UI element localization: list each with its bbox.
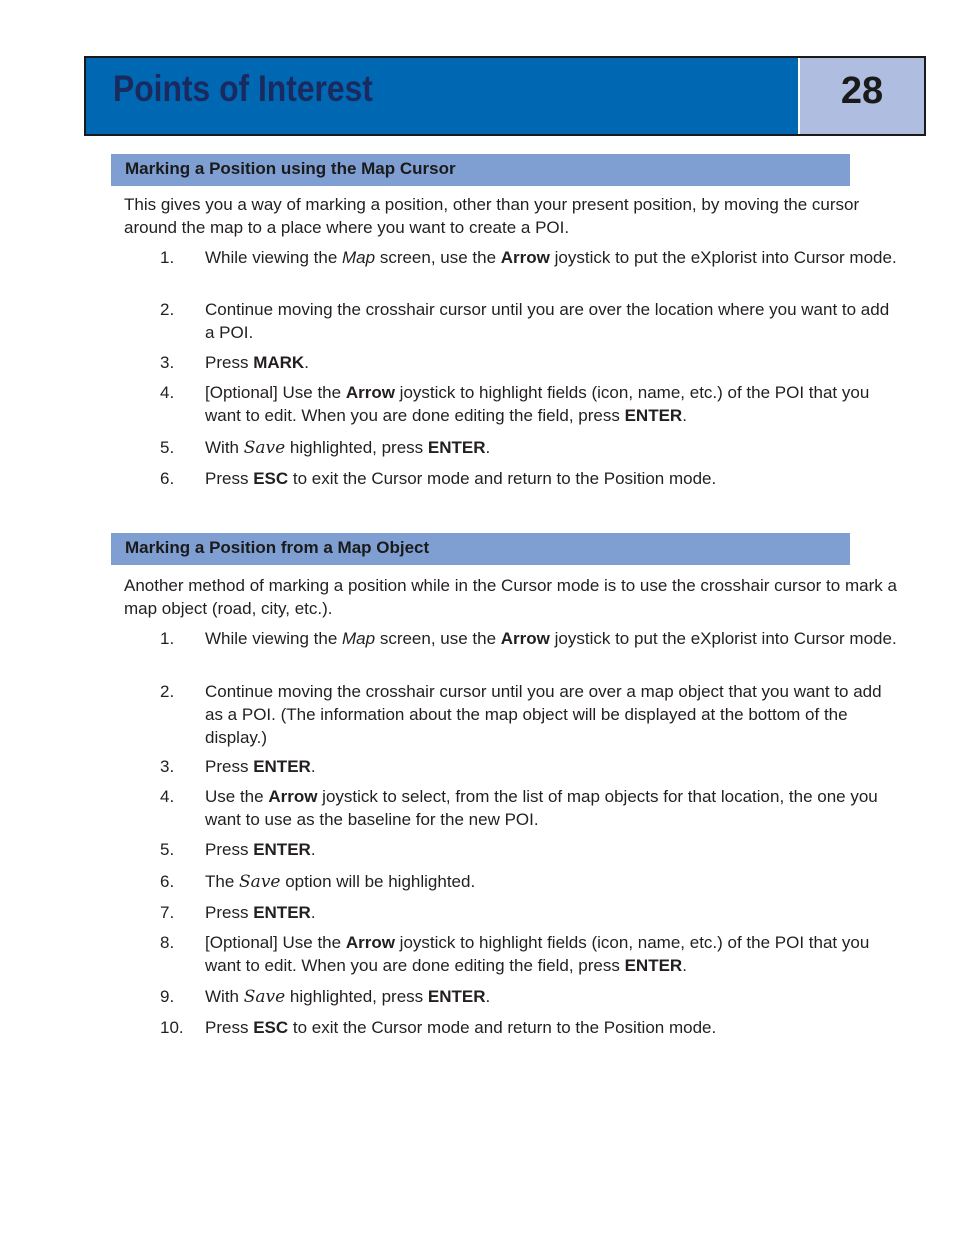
step-item [124,298,899,344]
step-text [205,1016,899,1039]
step-number: 6. [160,469,175,488]
text-run: With [205,438,244,457]
step-item [124,838,899,861]
step-number: 5. [160,438,175,457]
step-text [205,246,899,269]
option-name: Save [239,872,281,892]
bold-term: ESC [253,469,289,488]
step-text [205,901,899,924]
bold-term: ENTER [253,903,311,922]
step-text [205,467,899,490]
text-run: joystick to put the eXplorist into Cursor mode. [549,248,897,267]
bold-term: Arrow [345,383,395,402]
step-number: 3. [160,757,175,776]
bold-term: ENTER [624,406,683,425]
text-run: joystick to select, from the list of map objects for that location, the one you want to use as the baseline for the new POI. [205,787,878,829]
step-item [124,680,899,749]
step-item [124,785,899,831]
bold-term: ENTER [427,987,486,1006]
step-text [205,838,899,861]
step-number: 9. [160,987,175,1006]
step-item [124,931,899,977]
step-text [205,436,899,460]
step-item [124,1016,899,1039]
step-text [205,755,899,778]
text-run: Press [205,353,254,372]
step-number: 5. [160,840,175,859]
section-intro-map-object: Another method of marking a position while in the Cursor mode is to use the crosshair cursor to mark a map object (road, city, etc.). [124,576,897,618]
step-number: 2. [160,682,175,701]
step-item [124,246,899,269]
step-text [205,351,899,374]
text-run: The [205,872,240,891]
step-text [205,785,899,831]
text-run: to exit the Cursor mode and return to the Position mode. [288,1018,717,1037]
text-run: . [310,903,316,922]
text-run: option will be highlighted. [280,872,476,891]
step-item [124,351,899,374]
text-run: . [310,757,316,776]
step-item [124,985,899,1009]
text-run: . [682,406,687,425]
section-heading-map-object [111,533,850,565]
step-text [205,627,899,650]
text-run: Use the [205,787,269,806]
bold-term: ENTER [253,757,311,776]
text-run: screen, use the [375,248,501,267]
step-item [124,381,899,427]
bold-term: ESC [253,1018,289,1037]
text-run: to exit the Cursor mode and return to the Position mode. [288,469,717,488]
text-run: Press [205,757,254,776]
bold-term: MARK [253,353,305,372]
step-text [205,381,899,427]
step-text [205,680,899,749]
step-number: 7. [160,903,175,922]
page-number-box [798,58,924,134]
bold-term: ENTER [427,438,486,457]
italic-term: Map [342,248,376,267]
text-run: joystick to highlight fields (icon, name, etc.) of the POI that you want to edit. When you are done editing the field, press [205,383,870,425]
text-run: . [310,840,316,859]
page-title: Points of Interest [113,68,373,109]
step-number: 1. [160,248,175,267]
bold-term: ENTER [253,840,311,859]
step-item [124,901,899,924]
text-run: . [485,438,491,457]
step-number: 1. [160,629,175,648]
text-run: Press [205,1018,254,1037]
italic-term: Map [342,629,376,648]
section-title: Marking a Position using the Map Cursor [125,159,456,178]
step-number: 3. [160,353,175,372]
bold-term: Arrow [268,787,318,806]
text-run: Press [205,840,254,859]
text-run: Press [205,903,254,922]
step-item [124,467,899,490]
step-item [124,755,899,778]
bold-term: ENTER [624,956,683,975]
bold-term: Arrow [500,629,550,648]
text-run: joystick to put the eXplorist into Cursor mode. [549,629,897,648]
text-run: . [304,353,309,372]
step-number: 10. [160,1018,184,1037]
step-item [124,870,899,894]
text-run: [Optional] Use the [205,383,346,402]
step-number: 6. [160,872,175,891]
text-run: With [205,987,244,1006]
step-item [124,436,899,460]
bold-term: Arrow [500,248,550,267]
text-run: While viewing the [205,248,343,267]
bold-term: Arrow [345,933,395,952]
text-run: Continue moving the crosshair cursor until you are over the location where you want to add a POI. [205,300,890,342]
text-run: [Optional] Use the [205,933,346,952]
section-heading-map-cursor [111,154,850,186]
step-number: 2. [160,300,175,319]
step-number: 4. [160,787,175,806]
option-name: Save [243,438,286,458]
text-run: screen, use the [375,629,501,648]
step-text [205,298,899,344]
text-run: Continue moving the crosshair cursor until you are over a map object that you want to add as a POI. (The information about the map object will be displayed at the bottom of the display.) [205,682,882,747]
text-run: While viewing the [205,629,343,648]
text-run: highlighted, press [285,438,428,457]
page-header [84,56,926,136]
step-number: 8. [160,933,175,952]
text-run: highlighted, press [285,987,428,1006]
step-item [124,627,899,650]
option-name: Save [243,987,286,1007]
step-text [205,870,899,894]
text-run: . [682,956,687,975]
text-run: . [485,987,491,1006]
step-number: 4. [160,383,175,402]
section-intro-map-cursor: This gives you a way of marking a position, other than your present position, by moving the cursor around the map to a place where you want to create a POI. [124,195,860,237]
text-run: joystick to highlight fields (icon, name, etc.) of the POI that you want to edit. When you are done editing the field, press [205,933,870,975]
section-title: Marking a Position from a Map Object [125,538,430,557]
page-number: 28 [840,70,884,112]
step-text [205,985,899,1009]
step-text [205,931,899,977]
text-run: Press [205,469,254,488]
